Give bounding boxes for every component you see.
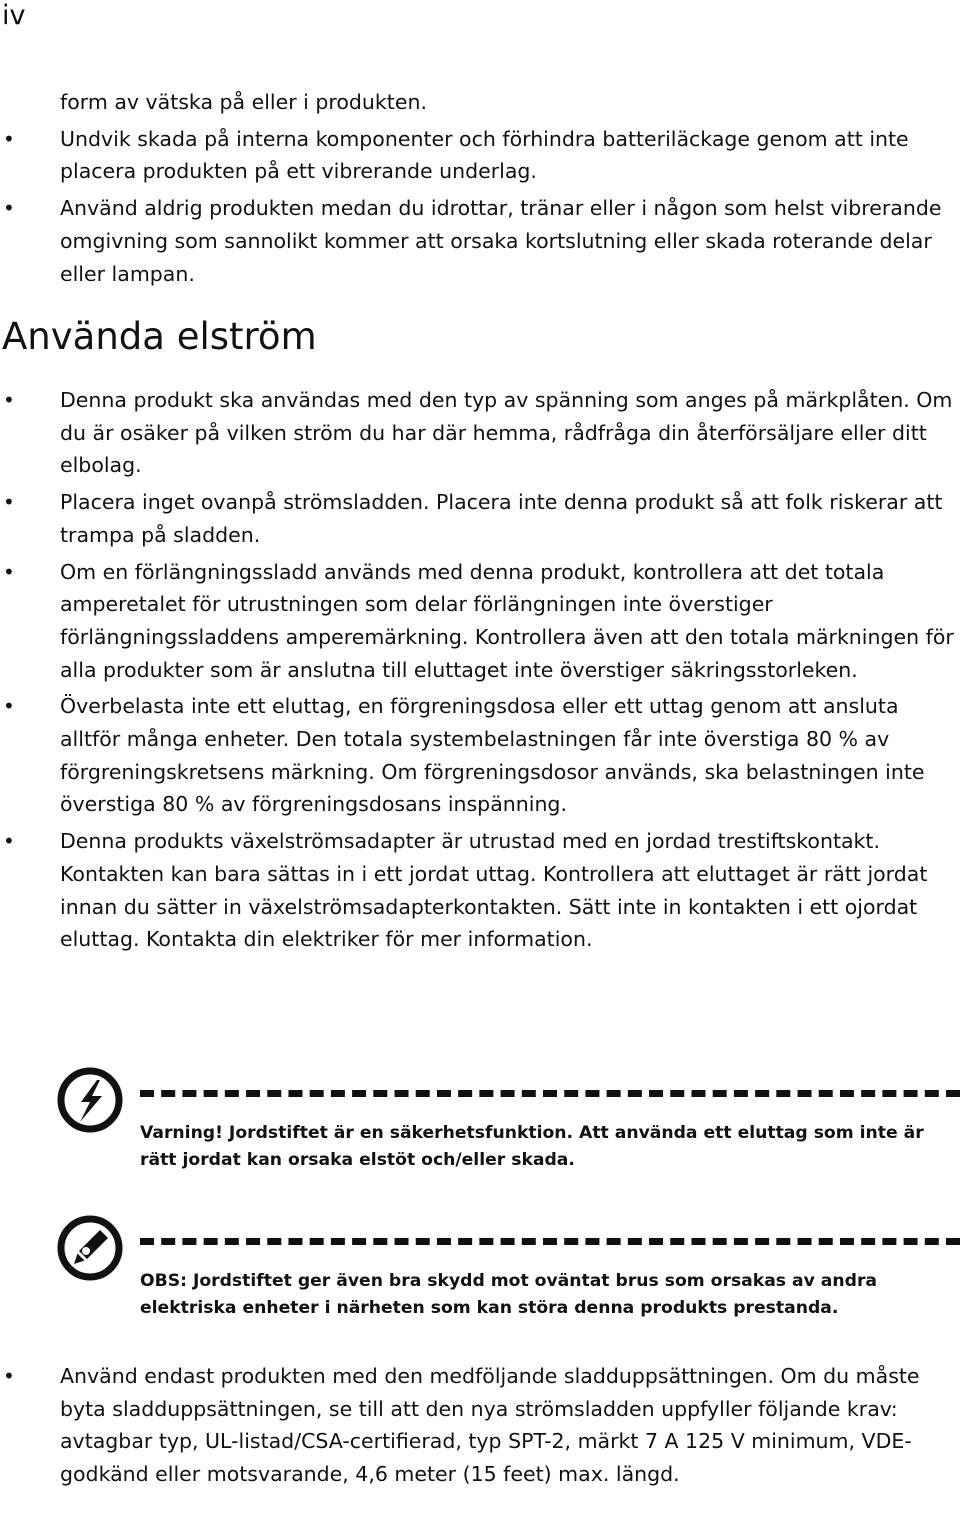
bullet-icon: •: [3, 1364, 15, 1388]
list-item: [0, 123, 960, 188]
list-item: [0, 192, 960, 290]
warning-text: Varning! Jordstiftet är en säkerhetsfunktion. Att använda ett eluttag som inte är rätt jordat kan orsaka elstöt och/eller skada.: [140, 1123, 924, 1170]
bullet-icon: •: [3, 694, 15, 719]
bullet-icon: •: [3, 196, 15, 221]
list-item-text: Om en förlängningssladd används med denna produkt, kontrollera att det totala amperetalet för utrustningen som delar förlängningen inte överstiger förlängningssladdens amperemärkning. Kontrollera även att den totala märkningen för alla produkter som är anslutna till eluttaget inte överstiger säkringsstorleken.: [60, 559, 954, 682]
list-item: [0, 486, 960, 551]
lightning-icon: [56, 1066, 124, 1134]
final-bullet-list: [0, 1360, 960, 1495]
list-item: [0, 1360, 960, 1491]
bullet-icon: •: [3, 829, 15, 854]
notice-divider: [140, 1238, 960, 1245]
section-title: Använda elström: [2, 315, 317, 358]
bullet-icon: •: [3, 559, 15, 584]
section-bullet-list: [0, 384, 960, 960]
notice-divider: [140, 1090, 960, 1097]
list-item: [0, 690, 960, 821]
list-item-continuation: form av vätska på eller i produkten.: [60, 90, 427, 114]
list-item: [0, 825, 960, 956]
bullet-icon: •: [3, 388, 15, 412]
list-item-text: Denna produkt ska användas med den typ av spänning som anges på märkplåten. Om du är osäker på vilken ström du har där hemma, rådfråga din återförsäljare eller ditt elbolag.: [60, 388, 953, 478]
list-item: [0, 556, 960, 687]
list-item-text: Placera inget ovanpå strömsladden. Placera inte denna produkt så att folk riskerar att trampa på sladden.: [60, 490, 943, 547]
list-item-text: Undvik skada på interna komponenter och förhindra batteriläckage genom att inte placera produkten på ett vibrerande underlag.: [60, 126, 909, 184]
list-item: [0, 384, 960, 482]
list-item-text: Använd endast produkten med den medföljande sladduppsättningen. Om du måste byta sladduppsättningen, se till att den nya strömsladden uppfyller följande krav: avtagbar typ, UL-listad/CSA-certifierad, typ SPT-2, märkt 7 A 125 V minimum, VDE-godkänd eller motsvarande, 4,6 meter (15 feet) max. längd.: [60, 1364, 920, 1487]
top-bullet-list: [0, 86, 960, 294]
list-item-text: Överbelasta inte ett eluttag, en förgreningsdosa eller ett uttag genom att ansluta alltför många enheter. Den totala systembelastningen får inte överstiga 80 % av förgreningskretsens märkning. Om förgreningsdosor används, ska belastningen inte överstiga 80 % av förgreningsdosans inspänning.: [60, 694, 925, 817]
bullet-icon: •: [3, 126, 15, 151]
list-item-text: Denna produkts växelströmsadapter är utrustad med en jordad trestiftskontakt. Kontakten kan bara sättas in i ett jordat uttag. Kontrollera att eluttaget är rätt jordat innan du sätter in växelströmsadapterkontakten. Sätt inte in kontakten i ett ojordat eluttag. Kontakta din elektriker för mer information.: [60, 829, 928, 952]
list-item-text: Använd aldrig produkten medan du idrottar, tränar eller i någon som helst vibrerande omgivning som sannolikt kommer att orsaka kortslutning eller skada roterande delar eller lampan.: [60, 196, 942, 286]
page-number: iv: [2, 0, 26, 31]
note-text: OBS: Jordstiftet ger även bra skydd mot oväntat brus som orsakas av andra elektriska enheter i närheten som kan störa denna produkts prestanda.: [140, 1271, 878, 1318]
pencil-note-icon: [56, 1214, 124, 1282]
bullet-icon: •: [3, 490, 15, 515]
